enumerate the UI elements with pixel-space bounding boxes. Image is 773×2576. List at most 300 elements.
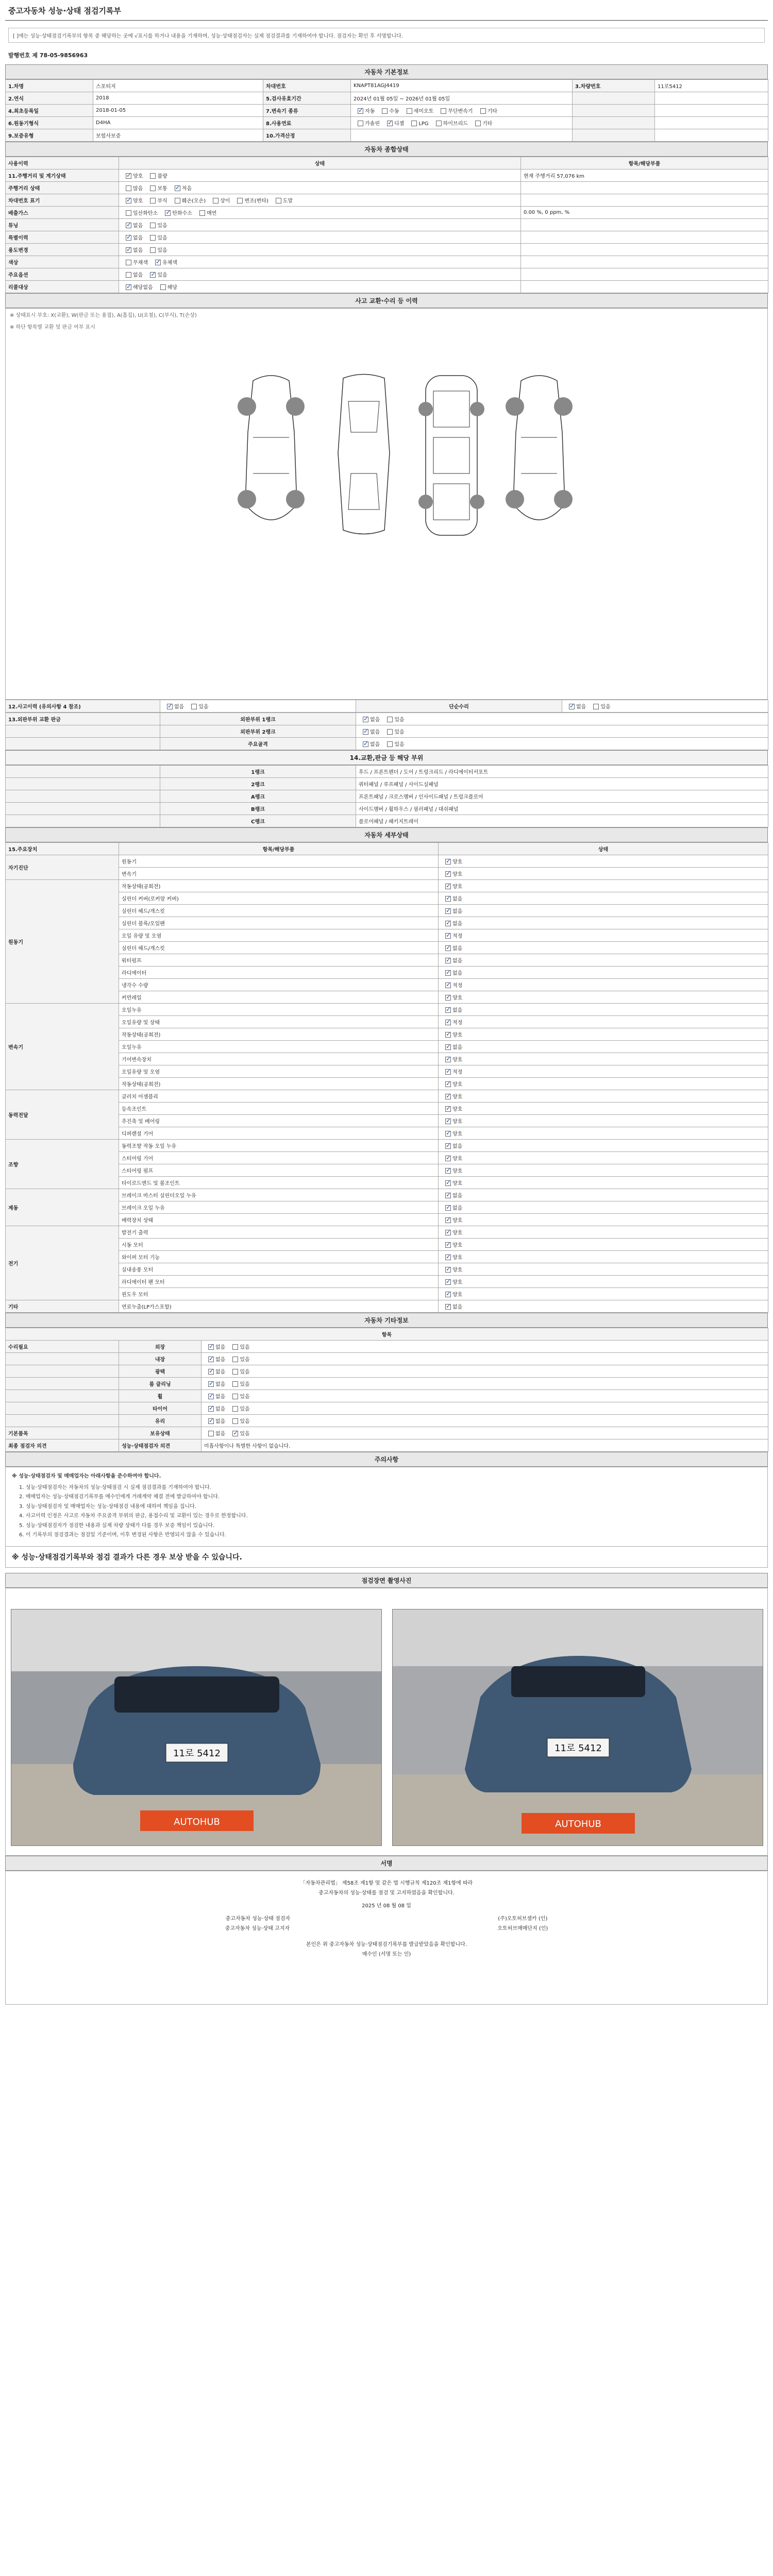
detail-item: 브레이크 마스터 실린더오일 누유 [119,1189,439,1201]
other-row [6,1415,768,1427]
other-item: 보유상태 [119,1427,201,1439]
option-label: 없음 [133,273,143,278]
option-label: 없음 [215,1406,226,1412]
checkbox[interactable] [232,1431,238,1436]
checkbox[interactable] [445,1057,451,1062]
checkbox[interactable] [445,1081,451,1087]
detail-state-label: 없음 [452,1144,463,1149]
detail-state-label: 양호 [452,1181,463,1187]
option-label: 없음 [174,704,184,710]
general-options [119,256,521,268]
basic-value-2 [351,105,573,117]
detail-state [439,1053,768,1065]
basic-key-2: 5.검사유효기간 [263,92,351,105]
detail-state-label: 양호 [452,1243,463,1248]
checkbox[interactable] [126,247,131,253]
fuel-option [383,119,404,127]
checkbox[interactable] [445,1118,451,1124]
basic-key: 1.차명 [6,80,93,92]
checkbox[interactable] [150,247,156,253]
option-label: 없음 [133,223,143,229]
caution-lead: ※ 성능·상태점검자 및 매매업자는 아래사항을 준수하여야 합니다. [12,1473,161,1479]
basic-key-2: 8.사용연료 [263,117,351,129]
checkbox[interactable] [445,896,451,902]
basic-info-table [5,79,768,142]
panel-rank-group [6,725,160,738]
checkbox[interactable] [208,1394,214,1399]
basic-key: 9.보증유형 [6,129,93,142]
checkbox[interactable] [445,958,451,963]
detail-row [6,892,768,905]
checkbox[interactable] [175,198,180,204]
caution-notes [5,1467,768,1547]
checkbox[interactable] [126,260,131,265]
detail-row [6,1164,768,1177]
parts-group [6,803,160,815]
option-label: 훼손(오손) [181,198,206,204]
checkbox[interactable] [150,235,156,241]
other-table [5,1328,768,1452]
detail-row [6,1127,768,1140]
checkbox[interactable] [445,1156,451,1161]
checkbox[interactable] [237,198,243,204]
accident-option [187,702,208,710]
option-label: 있음 [240,1431,250,1437]
checkbox[interactable] [382,108,388,114]
simple-repair-option [565,702,586,710]
plate-front: 11로 5412 [173,1748,221,1759]
detail-state-label: 없음 [452,896,463,902]
general-options [119,244,521,256]
general-extra [521,256,768,268]
checkbox[interactable] [232,1418,238,1424]
checkbox[interactable] [191,704,197,709]
detail-state [439,1090,768,1103]
transmission-option [476,107,497,114]
detail-state [439,905,768,917]
checkbox[interactable] [445,1032,451,1038]
checkbox[interactable] [175,185,180,191]
general-row [6,207,768,219]
panel-rank-option [359,715,380,723]
other-option [204,1367,225,1375]
detail-row [6,1177,768,1189]
detail-item: 스티어링 기어 [119,1152,439,1164]
detail-row [6,942,768,954]
other-option [204,1355,225,1363]
sign-inspector-label: 중고자동차 성능·상태 점검자 [225,1916,291,1922]
checkbox[interactable] [445,1242,451,1248]
detail-item: 클러치 어셈블리 [119,1090,439,1103]
detail-row [6,1028,768,1041]
detail-state [439,979,768,991]
general-options [119,268,521,281]
basic-value-3 [655,92,768,105]
checkbox[interactable] [445,945,451,951]
checkbox[interactable] [445,1292,451,1297]
option-label: 없음 [215,1369,226,1375]
checkbox[interactable] [208,1406,214,1412]
general-option [122,270,143,278]
detail-item: 오일유량 및 상태 [119,1016,439,1028]
general-row [6,219,768,231]
other-row [6,1353,768,1365]
parts-rank: 2랭크 [160,778,356,790]
checkbox[interactable] [208,1431,214,1436]
other-options [201,1427,768,1439]
other-group [6,1390,119,1402]
option-label: 변조(변타) [244,198,268,204]
basic-key: 6.원동기형식 [6,117,93,129]
parts-row [6,778,768,790]
checkbox[interactable] [445,1304,451,1310]
checkbox[interactable] [232,1394,238,1399]
checkbox[interactable] [363,717,368,722]
checkbox[interactable] [445,1180,451,1186]
detail-state-label: 없음 [452,921,463,927]
checkbox[interactable] [387,717,393,722]
checkbox[interactable] [445,1020,451,1025]
checkbox[interactable] [445,1230,451,1235]
other-option [204,1417,225,1425]
caution-item: 3. 성능·상태점검자 및 매매업자는 성능·상태점검 내용에 대하여 책임을 집니다. [19,1503,196,1510]
option-label: 있음 [240,1406,250,1412]
detail-row [6,1239,768,1251]
detail-item: 라디에이터 팬 모터 [119,1276,439,1288]
checkbox[interactable] [150,173,156,179]
checkbox[interactable] [445,871,451,877]
sign-buyer: 매수인 (서명 또는 인) [362,1951,411,1957]
detail-group: 제동 [6,1189,119,1226]
detail-state [439,1103,768,1115]
checkbox[interactable] [445,970,451,976]
detail-state-label: 양호 [452,1168,463,1174]
opinion-label: 최종 점검자 의견 [6,1439,119,1452]
option-label: 매연 [206,211,217,216]
general-options [119,170,521,182]
detail-item: 워터펌프 [119,954,439,967]
checkbox[interactable] [213,198,219,204]
checkbox[interactable] [387,741,393,747]
checkbox[interactable] [155,260,161,265]
checkbox[interactable] [208,1369,214,1375]
other-header: 자동차 기타정보 [5,1313,768,1328]
general-options [119,207,521,219]
checkbox[interactable] [445,1106,451,1112]
general-options [119,194,521,207]
checkbox[interactable] [445,1069,451,1075]
detail-row [6,1288,768,1300]
basic-key-3 [573,129,655,142]
sign-header: 서명 [5,1856,768,1871]
checkbox[interactable] [363,741,368,747]
general-row [6,194,768,207]
fuel-option [407,121,428,127]
general-row [6,281,768,293]
checkbox[interactable] [475,121,481,126]
sign-notifier-value: 오토허브매매단지 (인) [497,1925,548,1931]
other-item: 유리 [119,1415,201,1427]
general-option [146,221,167,229]
checkbox[interactable] [445,921,451,926]
checkbox[interactable] [358,108,363,114]
checkbox[interactable] [445,1007,451,1013]
other-option [204,1343,225,1350]
checkbox[interactable] [232,1381,238,1387]
other-group: 수리필요 [6,1341,119,1353]
checkbox[interactable] [208,1381,214,1387]
general-extra [521,231,768,244]
option-label: 있음 [394,717,405,723]
parts-header: 14.교환,판금 등 해당 부위 [5,750,768,765]
checkbox[interactable] [445,1044,451,1050]
detail-group: 원동기 [6,880,119,1004]
detail-item: 작동상태(공회전) [119,1078,439,1090]
other-option [228,1343,249,1350]
option-label: 있음 [157,273,167,278]
detail-row [6,917,768,929]
other-group [6,1402,119,1415]
checkbox[interactable] [150,198,156,204]
accident-label: 12.사고이력 (유의사항 4 참조) [6,700,160,713]
basic-value-2: KNAPT81AGJ4419 [351,80,573,92]
detail-state [439,1004,768,1016]
detail-item: 윈도우 모터 [119,1288,439,1300]
basic-value: 보험사보증 [93,129,263,142]
checkbox[interactable] [126,198,131,204]
detail-item: 추진축 및 베어링 [119,1115,439,1127]
other-options [201,1402,768,1415]
option-label: 무단변속기 [448,109,473,114]
checkbox[interactable] [445,859,451,865]
cert-number: 78-05-9856963 [39,52,88,59]
checkbox[interactable] [232,1344,238,1350]
checkbox[interactable] [126,235,131,241]
record-document [5,0,768,2005]
general-option [122,258,148,266]
detail-group: 전기 [6,1226,119,1300]
other-options [201,1341,768,1353]
checkbox[interactable] [445,995,451,1001]
checkbox[interactable] [126,272,131,278]
checkbox[interactable] [593,704,599,709]
general-col-history: 사용이력 [6,157,119,170]
option-label: 없음 [370,742,380,748]
general-key: 차대번호 표기 [6,194,119,207]
checkbox[interactable] [232,1369,238,1375]
general-option [156,283,177,291]
checkbox[interactable] [150,185,156,191]
general-options [119,219,521,231]
detail-item: 작동상태(공회전) [119,880,439,892]
detail-row [6,1016,768,1028]
option-label: 기타 [482,121,493,127]
checkbox[interactable] [445,1131,451,1137]
inspection-photo-front [11,1609,382,1846]
general-option [122,184,143,192]
detail-state-label: 없음 [452,1008,463,1013]
detail-row [6,1115,768,1127]
checkbox[interactable] [445,1255,451,1260]
checkbox[interactable] [160,284,166,290]
basic-value-3 [655,117,768,129]
car-diagram-zone [5,308,768,700]
general-option [122,221,143,229]
detail-state [439,1140,768,1152]
checkbox[interactable] [165,210,171,216]
checkbox[interactable] [126,173,131,179]
detail-row [6,1276,768,1288]
detail-state [439,868,768,880]
checkbox[interactable] [232,1406,238,1412]
checkbox[interactable] [208,1418,214,1424]
detail-item: 오일유량 및 오염 [119,1065,439,1078]
basic-value-2: 2024년 01월 05일 ~ 2026년 01월 05일 [351,92,573,105]
checkbox[interactable] [126,223,131,228]
checkbox[interactable] [445,982,451,988]
basic-value-3 [655,129,768,142]
checkbox[interactable] [363,729,368,735]
transmission-option [436,107,473,114]
checkbox[interactable] [387,729,393,735]
panel-rank-table [5,713,768,750]
checkbox[interactable] [569,704,575,709]
general-extra [521,281,768,293]
caution-item: 6. 이 기록부의 점검결과는 점검일 기준이며, 이후 변경된 사항은 반영되지 않을 수 있습니다. [19,1532,226,1538]
option-label: 있음 [600,704,611,710]
simple-repair-options [562,700,768,713]
checkbox[interactable] [150,223,156,228]
checkbox[interactable] [407,108,412,114]
other-option [228,1404,249,1412]
checkbox[interactable] [445,1143,451,1149]
checkbox[interactable] [445,1094,451,1099]
checkbox[interactable] [445,884,451,889]
detail-state [439,880,768,892]
checkbox[interactable] [167,704,173,709]
checkbox[interactable] [411,121,417,126]
checkbox[interactable] [441,108,446,114]
checkbox[interactable] [387,121,393,126]
option-label: 있음 [157,223,167,229]
detail-group: 자기진단 [6,855,119,880]
detail-table [5,842,768,1313]
detail-state [439,917,768,929]
general-option [146,184,167,192]
detail-group: 조향 [6,1140,119,1189]
option-label: 있음 [240,1394,250,1400]
detail-row [6,1053,768,1065]
detail-row [6,905,768,917]
option-label: 해당없음 [133,285,153,291]
checkbox[interactable] [199,210,205,216]
option-label: 불량 [157,174,167,179]
detail-state-label: 양호 [452,1032,463,1038]
detail-item: 원동기 [119,855,439,868]
checkbox[interactable] [436,121,442,126]
option-label: 있음 [198,704,209,710]
basic-value: 2018-01-05 [93,105,263,117]
option-label: 양호 [133,198,143,204]
car-side-right-diagram [500,370,578,540]
option-label: 자동 [365,109,375,114]
checkbox[interactable] [445,1193,451,1198]
caution-item: 1. 성능·상태점검자는 자동차의 성능·상태점검 시 실제 점검결과를 기재하여야 합니다. [19,1484,211,1490]
other-group [6,1415,119,1427]
detail-row [6,1152,768,1164]
basic-key-2: 10.가격산정 [263,129,351,142]
checkbox[interactable] [445,1168,451,1174]
simple-repair-option [589,702,610,710]
parts-items: 프론트패널 / 크로스멤버 / 인사이드패널 / 트렁크플로어 [356,790,768,803]
option-label: 없음 [370,730,380,735]
general-options [119,231,521,244]
checkbox[interactable] [208,1357,214,1362]
detail-state [439,954,768,967]
checkbox[interactable] [126,185,131,191]
detail-item: 연료누출(LP가스포함) [119,1300,439,1313]
checkbox[interactable] [445,1267,451,1273]
option-label: 해당 [167,285,177,291]
detail-state-label: 없음 [452,958,463,964]
option-label: 있음 [394,742,405,748]
general-extra [521,244,768,256]
checkbox[interactable] [126,210,131,216]
basic-row [6,80,768,92]
general-option [171,196,206,204]
detail-item: 디퍼렌셜 기어 [119,1127,439,1140]
detail-row [6,954,768,967]
general-extra: 현재 주행거리 57,076 km [521,170,768,182]
checkbox[interactable] [445,1279,451,1285]
checkbox[interactable] [150,272,156,278]
other-options [201,1378,768,1390]
detail-item: 실린더 블록/오일팬 [119,917,439,929]
checkbox[interactable] [445,933,451,939]
detail-item: 오일누유 [119,1004,439,1016]
diagram-legend-2: ※ 하단 항목별 교환 및 판금 여부 표시 [10,325,95,330]
detail-row [6,1078,768,1090]
checkbox[interactable] [208,1344,214,1350]
detail-state [439,1226,768,1239]
checkbox[interactable] [126,284,131,290]
general-row [6,231,768,244]
checkbox[interactable] [232,1357,238,1362]
checkbox[interactable] [445,908,451,914]
inspection-photo-rear [392,1609,763,1846]
detail-item: 라디에이터 [119,967,439,979]
other-options [201,1365,768,1378]
basic-key-2: 7.변속기 종류 [263,105,351,117]
panel-rank-row [6,725,768,738]
detail-item: 냉각수 수량 [119,979,439,991]
panel-rank-option [383,727,404,735]
detail-item: 동력조향 작동 오일 누유 [119,1140,439,1152]
detail-state-label: 양호 [452,1267,463,1273]
checkbox[interactable] [480,108,486,114]
general-option [233,196,268,204]
other-options [201,1415,768,1427]
checkbox[interactable] [445,1217,451,1223]
sign-buyer-confirm: 본인은 위 중고자동차 성능·상태점검기록부를 발급받았음을 확인합니다. [306,1941,467,1947]
option-label: 없음 [215,1431,226,1437]
checkbox[interactable] [445,1205,451,1211]
detail-state [439,1065,768,1078]
option-label: 없음 [215,1382,226,1387]
checkbox[interactable] [276,198,281,204]
checkbox[interactable] [358,121,363,126]
parts-items: 플로어패널 / 패키지트레이 [356,815,768,827]
